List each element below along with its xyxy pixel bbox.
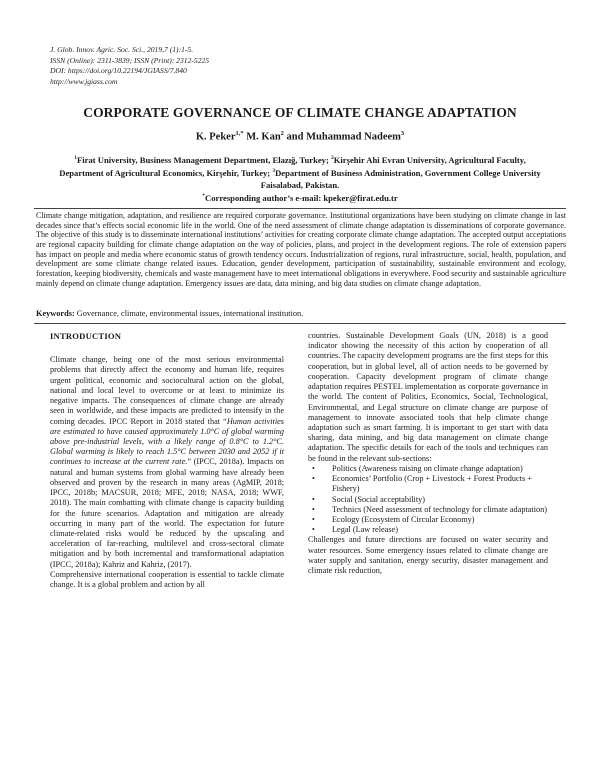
journal-website[interactable]: http://www.jgiass.com <box>50 76 118 86</box>
affiliations <box>56 153 544 204</box>
bullet-icon: • <box>312 494 315 504</box>
list-item-text: Technics (Need assessment of technology for climate adaptation) <box>332 504 547 514</box>
right-column <box>308 331 548 576</box>
section-heading: INTRODUCTION <box>50 331 122 341</box>
affiliation-superscript: 2 <box>330 155 334 161</box>
journal-citation: J. Glob. Innov. Agric. Soc. Sci., 2019,7 (1):1-5. <box>50 45 194 54</box>
ipcc-quote: Human activities are estimated to have caused approximately 1.0°C of global warming above pre-industrial levels, with a likely range of 0.8°C to 1.2°C. Global warming is likely to reach 1.5°C between 2030 and 2052 if it continues to increase at the current rate. <box>50 416 284 467</box>
list-item <box>308 515 548 525</box>
list-item <box>308 464 548 474</box>
author-name: M. Kan <box>243 131 281 143</box>
affiliation-3: Department of Business Administration, Government College University Faisalabad, Pakistan. <box>260 168 541 190</box>
author-superscript: 1,* <box>235 130 244 137</box>
left-column <box>50 331 284 590</box>
list-item-text: Economics’ Portfolio (Crop + Livestock + Forest Products + Fishery) <box>332 474 532 494</box>
paragraph-text: ” (IPCC, 2018a). Impacts on natural and human systems from global warming have already been observed and proven by the research in many areas (AgMIP, 2018; IPCC, 2018b; MACSUR, 2018; MFE, 2018; NASA, 2018; WWF, 2018). The main combatting with climate change is capacity building for the future scenarios. Adaptation and mitigation are already occurring in many part of the world. The expectation for future climate-related risks would be reduced by the upscaling and acceleration of far-reaching, multilevel and cross-sectoral climate mitigation and by both incremental and transformational adaptation (IPCC, 2018a); Kahriz and Kahriz, (2017). <box>50 457 284 569</box>
author-line <box>0 130 600 143</box>
keywords-text: Governance, climate, environmental issues, international institution. <box>74 309 304 318</box>
author-name: and Muhammad Nadeem <box>283 131 401 143</box>
bullet-icon: • <box>312 525 315 535</box>
keywords-line <box>36 309 566 319</box>
keywords-label: Keywords: <box>36 309 75 318</box>
corresponding-email[interactable]: Corresponding author’s e-mail: kpeker@firat.edu.tr <box>205 192 398 203</box>
bullet-icon: • <box>312 514 315 524</box>
list-item-text: Legal (Law release) <box>332 525 398 535</box>
paragraph <box>50 355 284 570</box>
paragraph: Challenges and future directions are focused on water security and water resources. Some emergency issues related to climate change are water supply and sanitation, energy security, disaster management and climate risk reduction, <box>308 535 548 576</box>
corresponding-superscript: * <box>202 192 206 199</box>
affiliation-superscript: 3 <box>272 168 276 175</box>
journal-doi[interactable]: DOI: https://doi.org/10.22194/JGIASS/7.840 <box>50 66 187 75</box>
list-item-text: Politics (Awareness raising on climate change adaptation) <box>332 463 523 473</box>
affiliation-superscript: 1 <box>74 155 77 161</box>
paragraph: Comprehensive international cooperation is essential to tackle climate change. It is a global problem and action by all <box>50 569 284 590</box>
journal-issn: ISSN (Online): 2311-3839; ISSN (Print): 2312-5225 <box>50 55 210 65</box>
affiliation-1: Firat University, Business Management Department, Elazığ, Turkey; <box>77 154 331 165</box>
paragraph: countries. Sustainable Development Goals (UN, 2018) is a good indicator showing the necessity of this action by cooperation of all countries. The capacity development programs are the first steps for this cooperation, but in global level, all of action needs to be governed by cooperation. Capacity development program of climate change adaptation requires PESTEL implementation as corporate governance in the world. The content of Politics, Economics, Social, Technological, Environmental, and Legal structure on climate change are purpose of management to innovate associated tools that help climate change adaptation such as smart farming. It is important to get start with data sharing, data mining, and big data management on climate change adaptation. The specific details for each of the tools and techniques can be found in the relevant sub-sections: <box>308 331 548 463</box>
list-item-text: Social (Social acceptability) <box>332 494 426 504</box>
pestel-list <box>308 464 548 536</box>
paragraph-text: Climate change, being one of the most serious environmental problems that directly affect the economy and human life, requires urgent political, economic and sociocultural action on the global, national and local level to overcome or at least to minimize its negative impacts. The consequences of climate change are already seen in worldwide, and these impacts are predicted to intensify in the coming decades. IPCC Report in 2018 stated that “ <box>50 355 284 426</box>
bullet-icon: • <box>312 504 315 514</box>
list-item <box>308 525 548 535</box>
author-superscript: 2 <box>280 130 284 137</box>
affiliation-2: Kirşehir Ahi Evran University, Agricultural Faculty, Department of Agricultural Economics, Kirşehir, Turkey; <box>59 154 526 179</box>
author-name: K. Peker <box>195 131 236 143</box>
abstract-text: Climate change mitigation, adaptation, and resilience are required corporate governance. Institutional organizations have been studying on climate change in last decades since that’s effects social economic life in the world. One of the need assessment of climate change adaptation is disseminations of corporate governance. The objective of this study is to disseminate international institutions’ activities for creating corporate climate change adaptation. The accepted output acceptations are regional capacity building for climate change adaptation on the way of policies, plans, and project in the development regions. The role of extension papers has impact on people and media where economic status of growth tendency occurs. Industrialization of regions, rural infrastructure, social, health, population, and development are some climate change related issues. Education, gender development, participation of sustainability, sustainable environment and ecology, forestation, keeping biodiversity, chemicals and waste management have to meet international obligations in everywhere. Food security and sustainable agriculture mainly depend on climate change adaptation. Emergency issues are data, data mining, and big data studies on climate change adaptation. <box>36 211 566 288</box>
abstract-box <box>34 208 566 324</box>
author-superscript: 3 <box>400 130 405 137</box>
list-item <box>308 474 548 494</box>
list-item-text: Ecology (Ecosystem of Circular Economy) <box>332 514 475 524</box>
bullet-icon: • <box>312 463 315 473</box>
bullet-icon: • <box>312 474 315 484</box>
journal-header <box>50 45 209 87</box>
list-item <box>308 505 548 515</box>
list-item <box>308 495 548 505</box>
paper-title: CORPORATE GOVERNANCE OF CLIMATE CHANGE ADAPTATION <box>83 105 517 120</box>
